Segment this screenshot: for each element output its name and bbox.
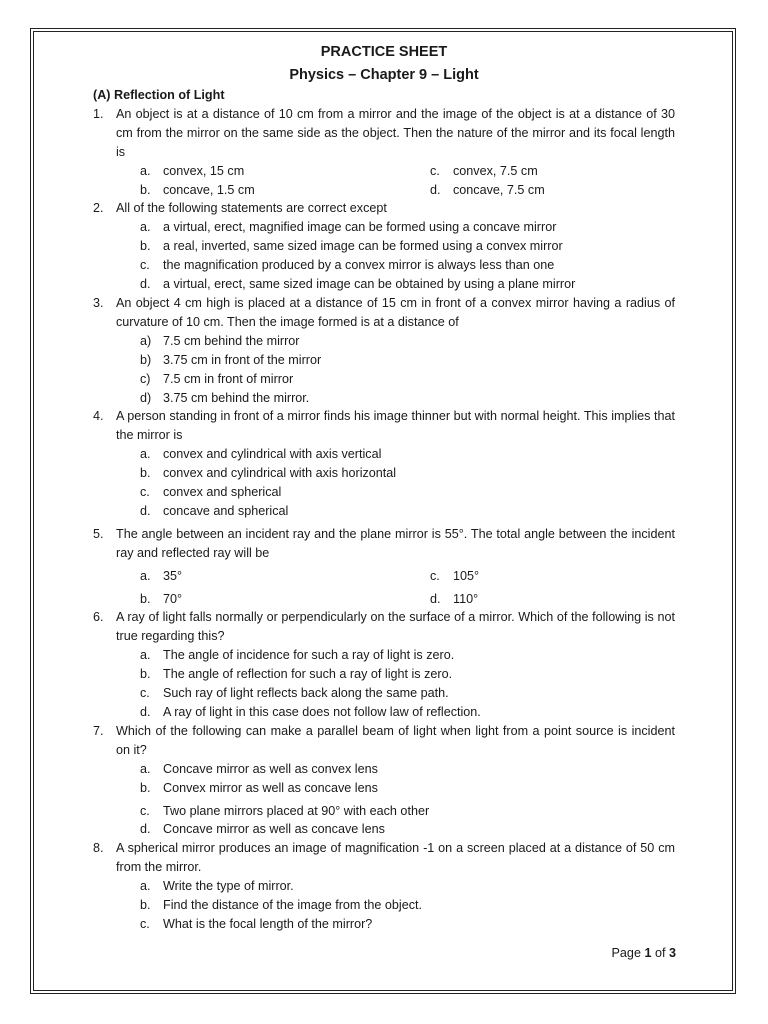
option-label: b. [140, 898, 151, 913]
option-text: 3.75 cm behind the mirror. [163, 390, 310, 405]
option-text: Concave mirror as well as concave lens [163, 822, 385, 837]
question-text: All of the following statements are correct except [116, 201, 387, 216]
section-heading: (A) Reflection of Light [93, 88, 225, 102]
page-of: of [654, 946, 666, 960]
option-label: b. [140, 591, 151, 606]
option-label: c. [430, 163, 440, 178]
option-b [140, 590, 430, 609]
option-label: b. [140, 667, 151, 682]
option-label: b. [140, 182, 151, 197]
question-6 [93, 608, 675, 646]
option-a [140, 567, 430, 586]
question-8 [93, 839, 675, 877]
option-d [430, 181, 675, 200]
question-text: A ray of light falls normally or perpendicularly on the surface of a mirror. Which of the following is not true regarding this? [116, 610, 675, 644]
option-label: c. [140, 686, 150, 701]
option-a [140, 332, 675, 351]
question-7-options [140, 760, 675, 840]
question-2 [93, 199, 675, 218]
option-c [430, 162, 675, 181]
option-text: Convex mirror as well as concave lens [163, 780, 378, 795]
option-d [140, 820, 675, 839]
option-b [140, 779, 675, 798]
option-b [140, 896, 675, 915]
question-4 [93, 407, 675, 445]
option-label: a) [140, 333, 152, 348]
option-label: a. [140, 163, 151, 178]
option-d [140, 389, 675, 408]
option-label: a. [140, 447, 151, 462]
question-7 [93, 722, 675, 760]
option-text: the magnification produced by a convex mirror is always less than one [163, 258, 555, 273]
option-label: d. [430, 591, 441, 606]
option-label: b. [140, 780, 151, 795]
question-number: 1. [93, 106, 104, 121]
option-text: The angle of incidence for such a ray of light is zero. [163, 648, 455, 663]
option-label: a. [140, 220, 151, 235]
question-number: 4. [93, 409, 104, 424]
option-d [140, 703, 675, 722]
question-number: 5. [93, 526, 104, 541]
page-total: 3 [668, 946, 676, 960]
option-label: b. [140, 466, 151, 481]
page-word: Page [611, 946, 641, 960]
option-text: convex and cylindrical with axis horizontal [163, 466, 397, 481]
question-5-options [140, 567, 675, 609]
question-number: 3. [93, 295, 104, 310]
option-label: a. [140, 568, 151, 583]
option-a [140, 760, 675, 779]
option-text: 35° [163, 568, 183, 583]
option-text: convex, 15 cm [163, 163, 245, 178]
sheet-title: PRACTICE SHEET [320, 44, 448, 60]
option-d [140, 275, 675, 294]
question-number: 7. [93, 723, 104, 738]
option-a [140, 445, 675, 464]
option-label: b. [140, 239, 151, 254]
option-b [140, 464, 675, 483]
option-b [140, 237, 675, 256]
option-d [430, 590, 675, 609]
sheet-subtitle: Physics – Chapter 9 – Light [289, 67, 479, 83]
option-text: Two plane mirrors placed at 90° with each other [163, 803, 430, 818]
question-number: 2. [93, 201, 104, 216]
option-c [140, 802, 675, 821]
question-number: 6. [93, 610, 104, 625]
option-b [140, 665, 675, 684]
option-a [140, 877, 675, 896]
option-text: 7.5 cm behind the mirror [163, 333, 300, 348]
option-label: d. [140, 277, 151, 292]
question-text: An object 4 cm high is placed at a distance of 15 cm in front of a convex mirror having a radius of curvature of 10 cm. Then the image formed is at a distance of [116, 295, 675, 329]
option-text: 105° [453, 568, 480, 583]
option-label: b) [140, 352, 152, 367]
option-text: concave and spherical [163, 503, 289, 518]
option-label: d) [140, 390, 152, 405]
option-label: d. [140, 705, 151, 719]
option-text: The angle of reflection for such a ray of light is zero. [163, 667, 453, 682]
question-1 [93, 105, 675, 162]
option-text: convex, 7.5 cm [453, 163, 538, 178]
option-text: concave, 7.5 cm [453, 182, 545, 197]
question-3 [93, 294, 675, 332]
option-text: A ray of light in this case does not follow law of reflection. [163, 705, 481, 719]
question-8-options [140, 877, 675, 934]
worksheet-content [93, 42, 675, 934]
option-a [140, 162, 430, 181]
question-4-options [140, 445, 675, 521]
option-label: c. [140, 258, 150, 273]
page-current: 1 [644, 946, 652, 960]
option-text: a virtual, erect, same sized image can be obtained by using a plane mirror [163, 277, 576, 292]
option-a [140, 218, 675, 237]
question-2-options [140, 218, 675, 294]
option-label: d. [140, 503, 151, 518]
option-a [140, 646, 675, 665]
option-c [140, 370, 675, 389]
option-label: c. [140, 485, 150, 500]
option-c [140, 256, 675, 275]
option-c [140, 915, 675, 934]
option-text: a real, inverted, same sized image can be formed using a convex mirror [163, 239, 563, 254]
question-5 [93, 525, 675, 563]
option-text: 7.5 cm in front of mirror [163, 371, 294, 386]
option-text: What is the focal length of the mirror? [163, 916, 373, 931]
option-text: concave, 1.5 cm [163, 182, 255, 197]
option-text: convex and cylindrical with axis vertical [163, 447, 382, 462]
question-text: An object is at a distance of 10 cm from a mirror and the image of the object is at a distance of 30 cm from the mirror on the same side as the object. Then the nature of the mirror and its focal length is [116, 106, 675, 159]
option-text: Such ray of light reflects back along the same path. [163, 686, 449, 701]
option-d [140, 502, 675, 521]
question-text: A spherical mirror produces an image of magnification -1 on a screen placed at a distance of 50 cm from the mirror. [116, 841, 675, 875]
option-label: a. [140, 761, 151, 776]
option-c [140, 684, 675, 703]
option-label: c. [140, 916, 150, 931]
question-1-options [140, 162, 675, 200]
option-label: d. [430, 182, 441, 197]
option-text: Concave mirror as well as convex lens [163, 761, 378, 776]
option-c [430, 567, 675, 586]
question-text: Which of the following can make a parallel beam of light when light from a point source is incident on it? [116, 723, 675, 757]
option-b [140, 181, 430, 200]
option-text: 3.75 cm in front of the mirror [163, 352, 322, 367]
option-label: a. [140, 648, 151, 663]
option-label: c. [430, 568, 440, 583]
option-label: c) [140, 371, 151, 386]
question-3-options [140, 332, 675, 408]
option-label: c. [140, 803, 150, 818]
question-text: The angle between an incident ray and the plane mirror is 55°. The total angle between the incident ray and reflected ray will be [116, 526, 675, 560]
page-number [612, 946, 676, 960]
option-label: d. [140, 822, 151, 837]
option-text: Find the distance of the image from the object. [163, 898, 423, 913]
option-text: Write the type of mirror. [163, 879, 294, 894]
option-text: a virtual, erect, magnified image can be formed using a concave mirror [163, 220, 557, 235]
option-c [140, 483, 675, 502]
question-number: 8. [93, 841, 104, 856]
question-6-options [140, 646, 675, 722]
option-text: convex and spherical [163, 485, 282, 500]
option-text: 110° [453, 591, 479, 606]
option-b [140, 351, 675, 370]
option-label: a. [140, 879, 151, 894]
question-text: A person standing in front of a mirror finds his image thinner but with normal height. This implies that the mirror is [116, 409, 675, 443]
option-text: 70° [163, 591, 183, 606]
